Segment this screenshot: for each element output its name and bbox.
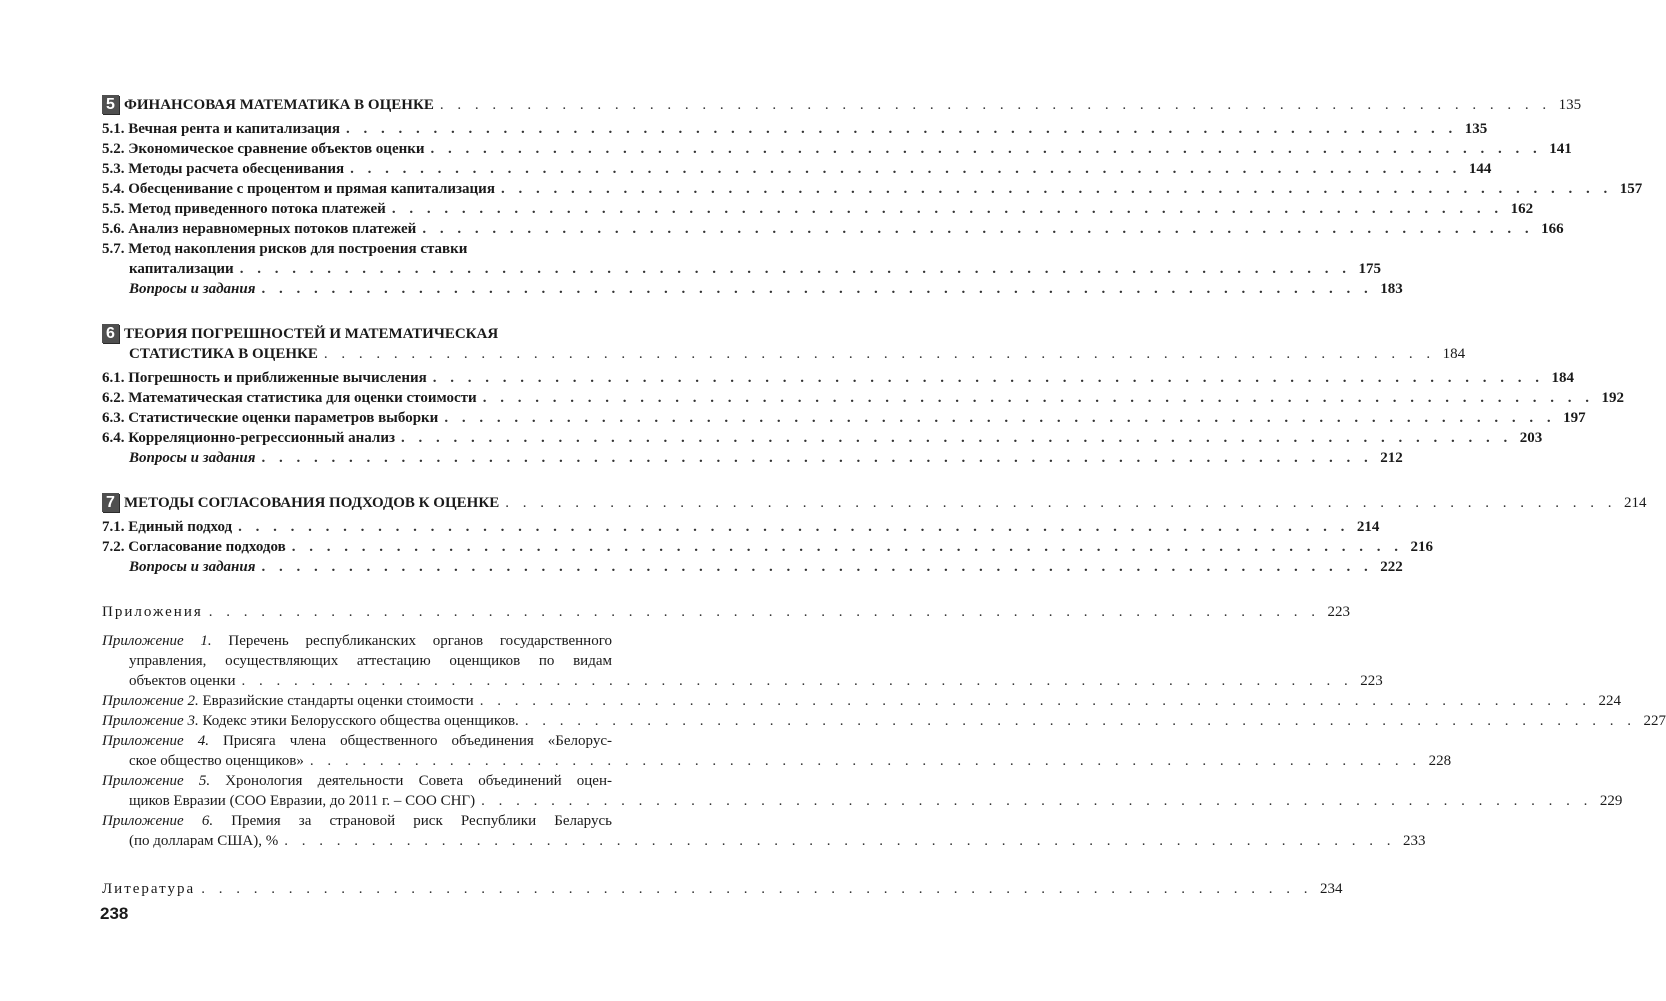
page-ref: 175 xyxy=(1358,261,1381,277)
dot-leader: . . . . . . . . . . . . . . . . . . . . . . . . . . . . . . . . . . . . . . . . . . . . . . . . . . . . . . . . . . . . . . . . xyxy=(422,221,1534,237)
toc-entry[interactable] xyxy=(102,179,1643,199)
toc-entry[interactable] xyxy=(102,199,1534,219)
page-ref: 214 xyxy=(1356,519,1380,535)
appendix-title-line: (по долларам США), % xyxy=(129,833,279,849)
literature-entry[interactable] xyxy=(102,879,1343,899)
page-ref: 214 xyxy=(1623,495,1647,511)
entry-title: 6.2. Математическая статистика для оценки стоимости xyxy=(102,390,477,406)
toc-entry[interactable] xyxy=(102,159,1492,179)
toc-entry[interactable] xyxy=(102,428,1543,448)
entry-title: 5.6. Анализ неравномерных потоков платежей xyxy=(102,221,417,237)
appendix-label: Приложение 2. xyxy=(102,693,199,709)
toc-entry-questions[interactable] xyxy=(102,279,1403,299)
dot-leader: . . . . . . . . . . . . . . . . . . . . . . . . . . . . . . . . . . . . . . . . . . . . . . . . . . . . . . . . . . . . . . . . xyxy=(432,370,1544,386)
toc-entry-questions[interactable] xyxy=(102,557,1403,577)
appendix-title: Присяга члена общественного объединения «Белорус- xyxy=(208,733,612,749)
appendix-title: Евразийские стандарты оценки стоимости xyxy=(198,693,474,709)
dot-leader: . . . . . . . . . . . . . . . . . . . . . . . . . . . . . . . . . . . . . . . . . . . . . . . . . . . . . . . . . . . . . . . . xyxy=(261,559,1373,575)
entry-title: 7.2. Согласование подходов xyxy=(102,539,286,555)
chapter-heading[interactable] xyxy=(102,95,1582,115)
page-ref: 222 xyxy=(1380,559,1403,575)
entry-title: 5.5. Метод приведенного потока платежей xyxy=(102,201,386,217)
page-ref: 224 xyxy=(1598,693,1621,709)
toc-entry-questions[interactable] xyxy=(102,448,1403,468)
chapter-5 xyxy=(102,95,1643,299)
dot-leader: . . . . . . . . . . . . . . . . . . . . . . . . . . . . . . . . . . . . . . . . . . . . . . . . . . . . . . . . . . . . . . . . xyxy=(482,390,1594,406)
appendix-title: Перечень республиканских органов государственного управления, осуществляющих аттестацию оценщиков по видам xyxy=(129,633,612,669)
entry-title: 6.1. Погрешность и приближенные вычисления xyxy=(102,370,427,386)
dot-leader: . . . . . . . . . . . . . . . . . . . . . . . . . . . . . . . . . . . . . . . . . . . . . . . . . . . . . . . . . . . . . . . . xyxy=(208,604,1320,620)
dot-leader: . . . . . . . . . . . . . . . . . . . . . . . . . . . . . . . . . . . . . . . . . . . . . . . . . . . . . . . . . . . . . . . . xyxy=(261,281,1373,297)
page-ref: 203 xyxy=(1519,430,1543,446)
dot-leader: . . . . . . . . . . . . . . . . . . . . . . . . . . . . . . . . . . . . . . . . . . . . . . . . . . . . . . . . . . . . . . . . xyxy=(401,430,1513,446)
appendix-title-line: щиков Евразии (СОО Евразии, до 2011 г. – СОО СНГ) xyxy=(129,793,476,809)
chapter-number-badge: 5 xyxy=(102,95,119,114)
entry-title: 6.4. Корреляционно-регрессионный анализ xyxy=(102,430,396,446)
dot-leader: . . . . . . . . . . . . . . . . . . . . . . . . . . . . . . . . . . . . . . . . . . . . . . . . . . . . . . . . . . . . . . . . xyxy=(524,713,1637,729)
entry-title: 5.4. Обесценивание с процентом и прямая капитализация xyxy=(102,181,495,197)
dot-leader: . . . . . . . . . . . . . . . . . . . . . . . . . . . . . . . . . . . . . . . . . . . . . . . . . . . . . . . . . . . . . . . . xyxy=(481,793,1593,809)
toc-entry-multiline[interactable] xyxy=(102,239,1381,279)
dot-leader: . . . . . . . . . . . . . . . . . . . . . . . . . . . . . . . . . . . . . . . . . . . . . . . . . . . . . . . . . . . . . . . . xyxy=(309,753,1422,769)
toc-entry[interactable] xyxy=(102,388,1624,408)
dot-leader: . . . . . . . . . . . . . . . . . . . . . . . . . . . . . . . . . . . . . . . . . . . . . . . . . . . . . . . . . . . . . . . . xyxy=(500,181,1613,197)
dot-leader: . . . . . . . . . . . . . . . . . . . . . . . . . . . . . . . . . . . . . . . . . . . . . . . . . . . . . . . . . . . . . . . . xyxy=(479,693,1591,709)
dot-leader: . . . . . . . . . . . . . . . . . . . . . . . . . . . . . . . . . . . . . . . . . . . . . . . . . . . . . . . . . . . . . . . . xyxy=(391,201,1504,217)
entry-title: Вопросы и задания xyxy=(129,450,256,466)
appendices-heading[interactable] xyxy=(102,602,1350,622)
chapter-heading[interactable] xyxy=(102,324,1466,364)
page-ref: 223 xyxy=(1360,673,1383,689)
entry-title-line: 5.7. Метод накопления рисков для построения ставки xyxy=(102,241,468,257)
dot-leader: . . . . . . . . . . . . . . . . . . . . . . . . . . . . . . . . . . . . . . . . . . . . . . . . . . . . . . . . . . . . . . . . xyxy=(505,495,1617,511)
toc-entry[interactable] xyxy=(102,537,1433,557)
chapter-heading[interactable] xyxy=(102,493,1647,513)
chapter-title-line: ТЕОРИЯ ПОГРЕШНОСТЕЙ И МАТЕМАТИЧЕСКАЯ xyxy=(124,326,499,342)
dot-leader: . . . . . . . . . . . . . . . . . . . . . . . . . . . . . . . . . . . . . . . . . . . . . . . . . . . . . . . . . . . . . . . . xyxy=(430,141,1542,157)
appendix-label: Приложение 6. xyxy=(102,813,214,829)
appendix-entry[interactable] xyxy=(102,811,1426,851)
appendix-entry[interactable] xyxy=(102,771,1623,811)
chapter-title: ФИНАНСОВАЯ МАТЕМАТИКА В ОЦЕНКЕ xyxy=(124,97,434,113)
chapter-title: МЕТОДЫ СОГЛАСОВАНИЯ ПОДХОДОВ К ОЦЕНКЕ xyxy=(124,495,500,511)
page-ref: 166 xyxy=(1541,221,1564,237)
page-ref: 212 xyxy=(1380,450,1403,466)
entry-title: 7.1. Единый подход xyxy=(102,519,233,535)
entry-title: 5.1. Вечная рента и капитализация xyxy=(102,121,341,137)
entry-title: 5.3. Методы расчета обесценивания xyxy=(102,161,345,177)
toc-entry[interactable] xyxy=(102,408,1586,428)
appendix-label: Приложение 4. xyxy=(102,733,209,749)
page-number: 238 xyxy=(100,904,129,923)
page-ref: 197 xyxy=(1563,410,1586,426)
dot-leader: . . . . . . . . . . . . . . . . . . . . . . . . . . . . . . . . . . . . . . . . . . . . . . . . . . . . . . . . . . . . . . . . xyxy=(201,881,1313,897)
page-ref: 229 xyxy=(1599,793,1623,809)
entry-title: 5.2. Экономическое сравнение объектов оценки xyxy=(102,141,425,157)
dot-leader: . . . . . . . . . . . . . . . . . . . . . . . . . . . . . . . . . . . . . . . . . . . . . . . . . . . . . . . . . . . . . . . . xyxy=(346,121,1458,137)
section-title: Приложения xyxy=(102,604,203,620)
appendix-entry[interactable] xyxy=(102,631,1383,691)
appendix-label: Приложение 5. xyxy=(102,773,211,789)
dot-leader: . . . . . . . . . . . . . . . . . . . . . . . . . . . . . . . . . . . . . . . . . . . . . . . . . . . . . . . . . . . . . . . . xyxy=(238,519,1350,535)
chapter-title-line: СТАТИСТИКА В ОЦЕНКЕ xyxy=(129,346,318,362)
appendix-label: Приложение 1. xyxy=(102,633,212,649)
page-ref: 157 xyxy=(1619,181,1643,197)
chapter-number-badge: 6 xyxy=(102,324,119,343)
appendix-label: Приложение 3. xyxy=(102,713,199,729)
entry-title: Вопросы и задания xyxy=(129,281,256,297)
appendix-entry[interactable] xyxy=(102,691,1621,711)
page-ref: 216 xyxy=(1410,539,1433,555)
page-ref: 192 xyxy=(1601,390,1624,406)
toc-entry[interactable] xyxy=(102,119,1488,139)
appendix-title: Премия за страновой риск Республики Беларусь xyxy=(213,813,612,829)
page-ref: 228 xyxy=(1428,753,1452,769)
page-ref: 141 xyxy=(1549,141,1572,157)
dot-leader: . . . . . . . . . . . . . . . . . . . . . . . . . . . . . . . . . . . . . . . . . . . . . . . . . . . . . . . . . . . . . . . . xyxy=(239,261,1351,277)
entry-title-line: капитализации xyxy=(129,261,234,277)
page-ref: 183 xyxy=(1380,281,1403,297)
page-ref: 233 xyxy=(1402,833,1426,849)
page-ref: 234 xyxy=(1319,881,1343,897)
entry-title: 6.3. Статистические оценки параметров выборки xyxy=(102,410,439,426)
dot-leader: . . . . . . . . . . . . . . . . . . . . . . . . . . . . . . . . . . . . . . . . . . . . . . . . . . . . . . . . . . . . . . . . xyxy=(444,410,1556,426)
toc-entry[interactable] xyxy=(102,368,1574,388)
page-ref: 162 xyxy=(1510,201,1534,217)
entry-title: Вопросы и задания xyxy=(129,559,256,575)
dot-leader: . . . . . . . . . . . . . . . . . . . . . . . . . . . . . . . . . . . . . . . . . . . . . . . . . . . . . . . . . . . . . . . . xyxy=(284,833,1396,849)
page-ref: 135 xyxy=(1558,97,1582,113)
appendices-section xyxy=(102,602,1666,851)
section-title: Литература xyxy=(102,881,196,897)
appendix-title-line: ское общество оценщиков» xyxy=(129,753,304,769)
page-ref: 227 xyxy=(1643,713,1666,729)
table-of-contents xyxy=(102,95,1666,899)
appendix-title: Хронология деятельности Совета объединений оцен- xyxy=(210,773,612,789)
dot-leader: . . . . . . . . . . . . . . . . . . . . . . . . . . . . . . . . . . . . . . . . . . . . . . . . . . . . . . . . . . . . . . . . xyxy=(323,346,1436,362)
appendix-entry[interactable] xyxy=(102,711,1666,731)
dot-leader: . . . . . . . . . . . . . . . . . . . . . . . . . . . . . . . . . . . . . . . . . . . . . . . . . . . . . . . . . . . . . . . . xyxy=(261,450,1373,466)
page-ref: 223 xyxy=(1327,604,1350,620)
page-ref: 184 xyxy=(1551,370,1574,386)
page-ref: 135 xyxy=(1464,121,1488,137)
appendix-title: Кодекс этики Белорусского общества оценщиков. xyxy=(198,713,519,729)
dot-leader: . . . . . . . . . . . . . . . . . . . . . . . . . . . . . . . . . . . . . . . . . . . . . . . . . . . . . . . . . . . . . . . . xyxy=(291,539,1403,555)
page-ref: 144 xyxy=(1468,161,1492,177)
appendix-entry[interactable] xyxy=(102,731,1452,771)
chapter-number-badge: 7 xyxy=(102,493,119,512)
toc-entry[interactable] xyxy=(102,517,1380,537)
chapter-7 xyxy=(102,493,1647,577)
chapter-6 xyxy=(102,324,1624,468)
dot-leader: . . . . . . . . . . . . . . . . . . . . . . . . . . . . . . . . . . . . . . . . . . . . . . . . . . . . . . . . . . . . . . . . xyxy=(241,673,1353,689)
toc-entry[interactable] xyxy=(102,219,1564,239)
page-ref: 184 xyxy=(1442,346,1466,362)
toc-entry[interactable] xyxy=(102,139,1572,159)
appendix-title-line: объектов оценки xyxy=(129,673,236,689)
dot-leader: . . . . . . . . . . . . . . . . . . . . . . . . . . . . . . . . . . . . . . . . . . . . . . . . . . . . . . . . . . . . . . . . xyxy=(439,97,1552,113)
dot-leader: . . . . . . . . . . . . . . . . . . . . . . . . . . . . . . . . . . . . . . . . . . . . . . . . . . . . . . . . . . . . . . . . xyxy=(350,161,1462,177)
